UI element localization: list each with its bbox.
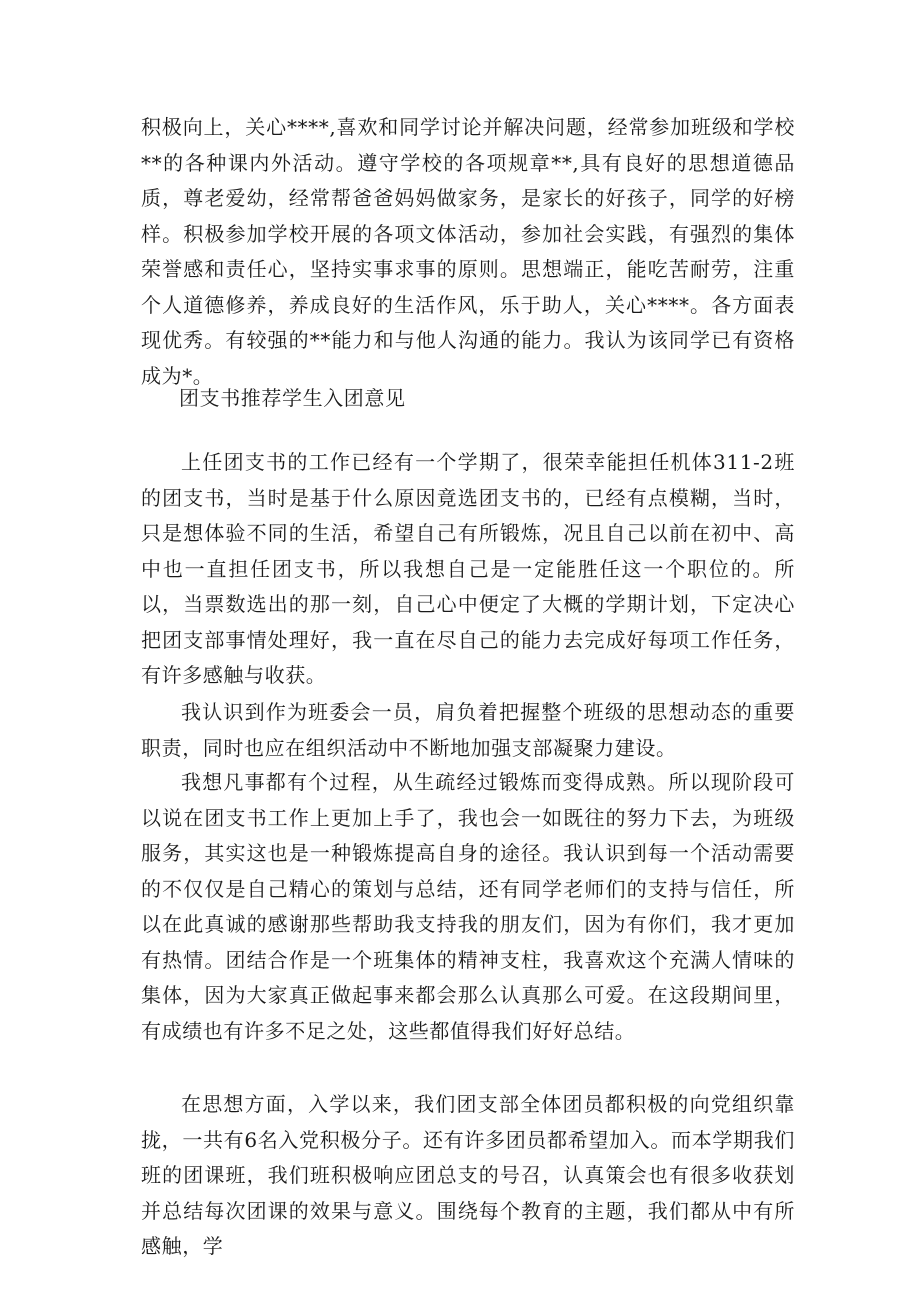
section-heading: 团支书推荐学生入团意见 [179,386,406,410]
paragraph-growth: 我想凡事都有个过程，从生疏经过锻炼而变得成熟。所以现阶段可以说在团支书工作上更加上手了，我也会一如既往的努力下去，为班级服务，其实这也是一种锻炼提高自身的途径。我认识到每一个活动需要的不仅仅是自己精心的策划与总结，还有同学老师们的支持与信任，所以在此真诚的感谢那些帮助我支持我的朋友们，因为有你们，我才更加有热情。团结合作是一个班集体的精神支柱，我喜欢这个充满人情味的集体，因为大家真正做起事来都会那么认真那么可爱。在这段期间里，有成绩也有许多不足之处，这些都值得我们好好总结。 [141,770,795,1043]
paragraph-ideology: 在思想方面，入学以来，我们团支部全体团员都积极的向党组织靠拢，一共有6名入党积极分子。还有许多团员都希望加入。而本学期我们班的团课班，我们班积极响应团总支的号召，认真策会也有很多收获划并总结每次团课的效果与意义。围绕每个教育的主题，我们都从中有所感触，学 [141,1092,795,1258]
paragraph-tenure: 上任团支书的工作已经有一个学期了，很荣幸能担任机体311-2班的团支书，当时是基于什么原因竟选团支书的，已经有点模糊，当时，只是想体验不同的生活，希望自己有所锻炼，况且自己以前在初中、高中也一直担任团支书，所以我想自己是一定能胜任这一个职位的。所以，当票数选出的那一刻，自己心中便定了大概的学期计划，下定决心把团支部事情处理好，我一直在尽自己的能力去完成好每项工作任务，有许多感触与收获。 [141,450,795,687]
paragraph-recommendation-continued: 积极向上，关心****,喜欢和同学讨论并解决问题，经常参加班级和学校**的各种课内外活动。遵守学校的各项规章**,具有良好的思想道德品质，尊老爱幼，经常帮爸爸妈妈做家务，是家长的好孩子，同学的好榜样。积极参加学校开展的各项文体活动，参加社会实践，有强烈的集体荣誉感和责任心，坚持实事求事的原则。思想端正，能吃苦耐劳，注重个人道德修养，养成良好的生活作风，乐于助人，关心****。各方面表现优秀。有较强的**能力和与他人沟通的能力。我认为该同学已有资格成为*。 [141,115,795,388]
paragraph-responsibility: 我认识到作为班委会一员，肩负着把握整个班级的思想动态的重要职责，同时也应在组织活动中不断地加强支部凝聚力建设。 [141,700,795,760]
